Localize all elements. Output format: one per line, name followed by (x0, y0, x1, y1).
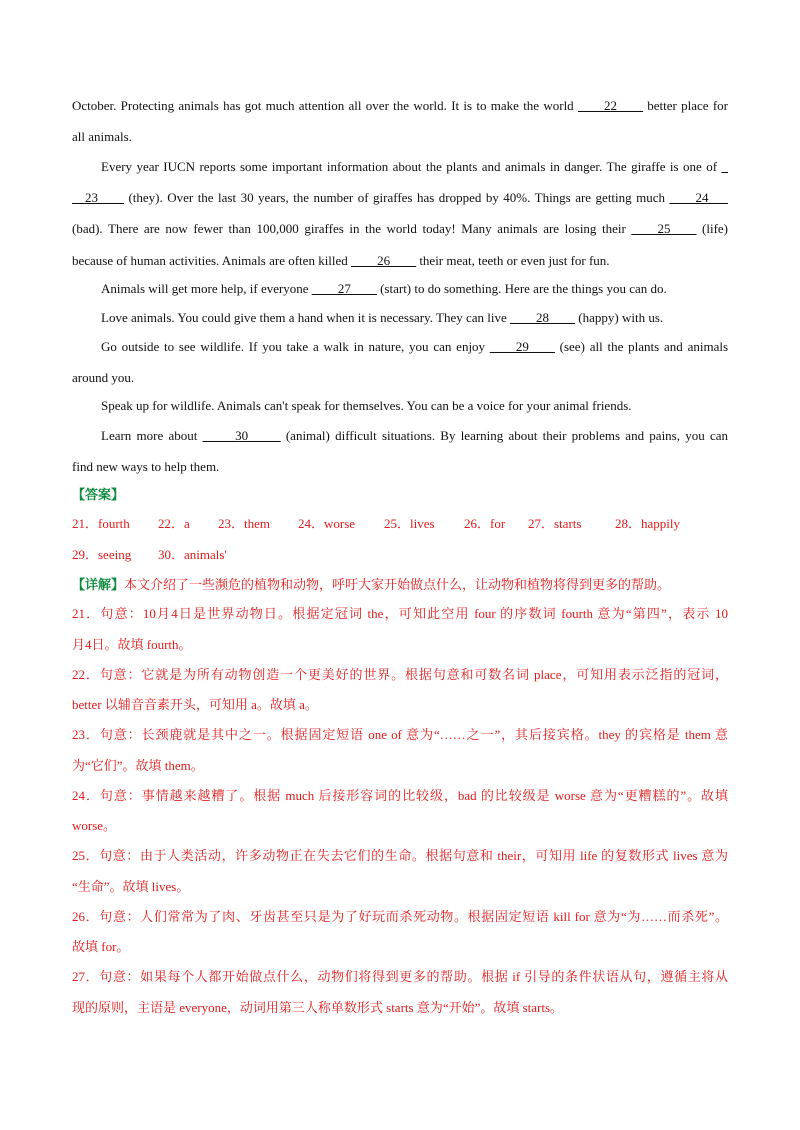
explanation-21a: 21．句意：10月4日是世界动物日。根据定冠词 the，可知此空用 four 的序数词 fourth 意为“第四”，表示 10 (72, 606, 728, 621)
explanation-26b: 故填 for。 (72, 939, 130, 954)
passage-text: (animal) difficult situations. By learning about their problems and pains, you can (280, 428, 728, 443)
passage-line-3 (101, 158, 728, 176)
explanation-23a: 23．句意：长颈鹿就是其中之一。根据固定短语 one of 意为“……之一”，其后接宾格。they 的宾格是 them 意 (72, 727, 728, 742)
answer-heading: 【答案】 (72, 487, 125, 502)
passage-line-11: Speak up for wildlife. Animals can't speak for themselves. You can be a voice for your animal friends. (101, 398, 632, 413)
passage-line-10: around you. (72, 370, 135, 385)
explanation-27b: 现的原则，主语是 everyone，动词用第三人称单数形式 starts 意为“开始”。故填 starts。 (72, 1000, 564, 1015)
blank-30: _____30_____ (202, 428, 281, 443)
passage-line-6 (72, 252, 728, 270)
passage-text: (bad). There are now fewer than 100,000 giraffes in the world today! Many animals are losing their (72, 221, 632, 236)
passage-line-1 (72, 97, 728, 115)
answer-25: 25．lives (384, 516, 435, 531)
explanation-27a: 27．句意：如果每个人都开始做点什么，动物们将得到更多的帮助。根据 if 引导的条件状语从句，遵循主将从 (72, 969, 728, 984)
blank-23-start: _ (721, 159, 728, 174)
explanation-25a: 25．句意：由于人类活动，许多动物正在失去它们的生命。根据句意和 their，可知用 life 的复数形式 lives 意为 (72, 848, 728, 863)
passage-line-2: all animals. (72, 129, 132, 144)
explanation-26a: 26．句意：人们常常为了肉、牙齿甚至只是为了好玩而杀死动物。根据固定短语 kill for 意为“为……而杀死”。 (72, 909, 728, 924)
passage-line-8 (101, 309, 728, 327)
detail-intro: 本文介绍了一些濒危的植物和动物，呼吁大家开始做点什么，让动物和植物将得到更多的帮助。 (124, 577, 671, 592)
blank-26: ____26____ (351, 253, 417, 268)
blank-22: ____22____ (577, 98, 643, 113)
passage-text: (see) all the plants and animals (554, 339, 729, 354)
answer-21: 21．fourth (72, 516, 130, 531)
answer-23: 23．them (218, 516, 270, 531)
passage-line-12 (101, 427, 728, 445)
explanation-21b: 月4日。故填 fourth。 (72, 637, 192, 652)
passage-text: Love animals. You could give them a hand when it is necessary. They can live (101, 310, 511, 325)
explanation-25b: “生命”。故填 lives。 (72, 879, 190, 894)
answer-30: 30．animals' (158, 547, 227, 562)
answer-26: 26．for (464, 516, 506, 531)
passage-text: their meat, teeth or even just for fun. (416, 253, 610, 268)
explanation-22a: 22．句意：它就是为所有动物创造一个更美好的世界。根据句意和可数名词 place，可知用表示泛指的冠词， (72, 667, 728, 682)
passage-text: Every year IUCN reports some important information about the plants and animals in danger. The giraffe is one of (101, 159, 722, 174)
passage-line-7 (101, 280, 728, 298)
answer-29: 29．seeing (72, 547, 132, 562)
explanation-22b: better 以辅音音素开头，可知用 a。故填 a。 (72, 697, 318, 712)
passage-text: better place for (642, 98, 728, 113)
blank-28: ____28____ (510, 310, 576, 325)
passage-line-4 (72, 189, 728, 207)
blank-23: __23____ (72, 190, 124, 205)
passage-line-5 (72, 220, 728, 238)
blank-24: ____24___ (669, 190, 728, 205)
detail-line (72, 576, 728, 594)
passage-text: (happy) with us. (575, 310, 664, 325)
passage-text: October. Protecting animals has got much attention all over the world. It is to make the world (72, 98, 578, 113)
explanation-24b: worse。 (72, 818, 117, 833)
passage-text: (start) to do something. Here are the things you can do. (376, 281, 667, 296)
detail-heading: 【详解】 (72, 577, 125, 592)
passage-line-9 (101, 338, 728, 356)
passage-text: (they). Over the last 30 years, the number of giraffes has dropped by 40%. Things are getting much (124, 190, 670, 205)
answer-27: 27．starts (528, 516, 582, 531)
answer-22: 22．a (158, 516, 190, 531)
blank-29: ____29____ (489, 339, 555, 354)
passage-text: because of human activities. Animals are often killed (72, 253, 352, 268)
explanation-23b: 为“它们”。故填 them。 (72, 758, 204, 773)
passage-text: Go outside to see wildlife. If you take a walk in nature, you can enjoy (101, 339, 490, 354)
blank-27: ____27____ (311, 281, 377, 296)
passage-text: Animals will get more help, if everyone (101, 281, 312, 296)
answer-24: 24．worse (298, 516, 356, 531)
passage-line-13: find new ways to help them. (72, 459, 220, 474)
passage-text: Learn more about (101, 428, 203, 443)
passage-text: (life) (696, 221, 729, 236)
blank-25: ____25____ (631, 221, 697, 236)
explanation-24a: 24．句意：事情越来越糟了。根据 much 后接形容词的比较级，bad 的比较级是 worse 意为“更糟糕的”。故填 (72, 788, 728, 803)
answer-28: 28．happily (615, 516, 680, 531)
